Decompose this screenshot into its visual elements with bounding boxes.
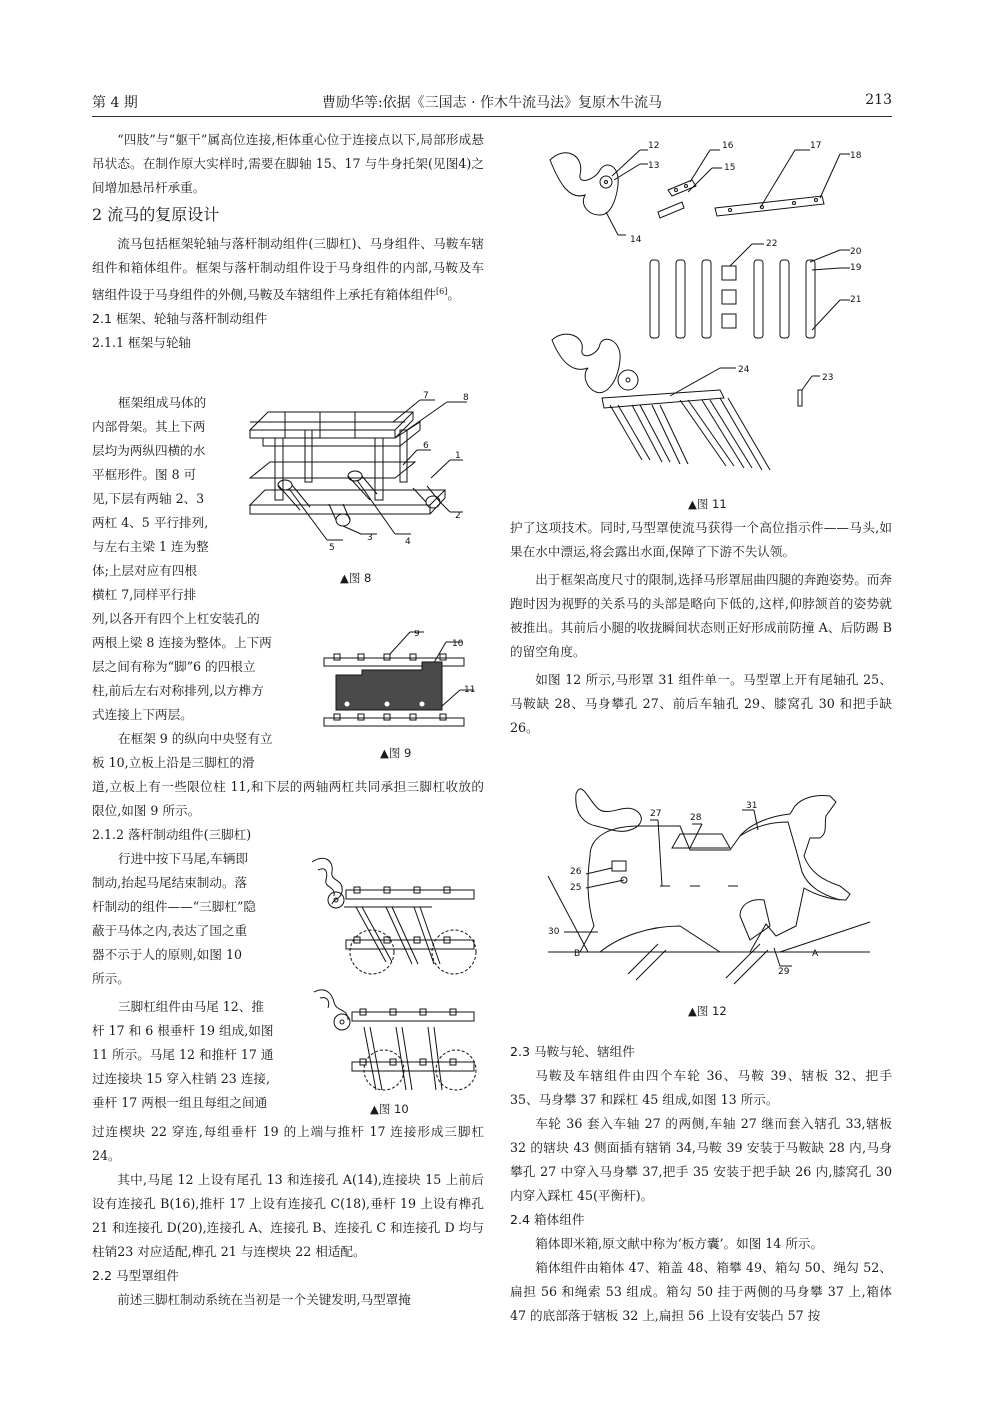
fig11-label: 23 bbox=[822, 373, 834, 383]
text-line: 平框形件。图 8 可 bbox=[92, 467, 197, 482]
fig8-label: 7 bbox=[423, 391, 429, 401]
fig12-label: 26 bbox=[570, 867, 582, 877]
subsubsection-heading-2-1-1: 2.1.1 框架与轮轴 bbox=[92, 335, 192, 351]
header-rule bbox=[92, 116, 892, 117]
fig12-label: 25 bbox=[570, 883, 582, 893]
right-column-top bbox=[510, 516, 892, 740]
subsection-heading-2-2: 2.2 马型罩组件 bbox=[92, 1268, 180, 1283]
subsubsection-heading-2-1-2: 2.1.2 落杆制动组件(三脚杠) bbox=[92, 827, 252, 842]
text-line: 杆制动的组件——“三脚杠”隐 bbox=[92, 899, 257, 914]
fig9-label: 9 bbox=[414, 630, 420, 639]
text-line: 11 所示。马尾 12 和推杆 17 通 bbox=[92, 1047, 274, 1062]
text-line: 过连接块 15 穿入柱销 23 连接, bbox=[92, 1071, 271, 1086]
fig11-label: 12 bbox=[648, 141, 660, 151]
subsection-heading-2-1: 2.1 框架、轮轴与落杆制动组件 bbox=[92, 311, 268, 327]
text-line: 行进中按下马尾,车辆即 bbox=[118, 851, 248, 866]
fig8-label: 1 bbox=[455, 451, 461, 461]
text-line: 器不示于人的原则,如图 10 bbox=[92, 947, 242, 962]
subsection-heading-2-3: 2.3 马鞍与轮、辖组件 bbox=[510, 1044, 635, 1059]
fig12-label: 31 bbox=[746, 801, 758, 811]
text-line: 两杠 4、5 平行排列, bbox=[92, 515, 209, 530]
fig8-label: 5 bbox=[329, 543, 335, 553]
text-line: 制动,抬起马尾结束制动。落 bbox=[92, 875, 248, 890]
text-line: 横杠 7,同样平行排 bbox=[92, 587, 197, 602]
issue-number: 第 4 期 bbox=[92, 95, 138, 111]
text-line: 列,以各开有四个上杠安装孔的 bbox=[92, 611, 260, 626]
left-column-bottom bbox=[92, 1120, 484, 1312]
fig12-label: 30 bbox=[548, 927, 560, 937]
fig11-label: 18 bbox=[850, 151, 862, 161]
text-line: 柱,前后左右对称排列,以方榫方 bbox=[92, 683, 264, 698]
paragraph-text: 流马包括框架轮轴与落杆制动组件(三脚杠)、马身组件、马鞍车辖组件和箱体组件。框架与落杆制动组件设于马身组件的内部,马鞍及车辖组件设于马身组件的外侧,马鞍及车辖组件上承托有箱体组件 bbox=[92, 236, 484, 303]
paragraph: “四肢”与“躯干”属高位连接,柜体重心位于连接点以下,局部形成悬吊状态。在制作原大实样时,需要在脚轴 15、17 与牛身托架(见图4)之间增加悬吊杆承重。 bbox=[92, 132, 484, 195]
text-line: 式连接上下两层。 bbox=[92, 707, 193, 722]
figure-12-caption: ▲图 12 bbox=[688, 1004, 727, 1018]
wrap-text-fig10 bbox=[92, 847, 304, 1115]
section-heading-2: 2 流马的复原设计 bbox=[92, 205, 220, 224]
fig8-label: 8 bbox=[463, 393, 469, 403]
paragraph: 箱体组件由箱体 47、箱盖 48、箱攀 49、箱勾 50、绳勾 52、扁担 56 和绳索 53 组成。箱勾 50 挂于两侧的马身攀 37 上,箱体 47 的底部落于辖板 32 上,扁担 56 上设有安装凸 57 按 bbox=[510, 1260, 892, 1323]
figure-9-center-plate-diagram bbox=[322, 630, 488, 735]
page-number: 213 bbox=[865, 92, 892, 108]
fig11-label: 16 bbox=[722, 141, 734, 151]
fig11-label: 15 bbox=[724, 163, 736, 173]
citation-ref: [6] bbox=[436, 287, 448, 296]
figure-10-caption: ▲图 10 bbox=[370, 1102, 409, 1116]
fig9-label: 10 bbox=[452, 639, 464, 649]
text-line: 垂杆 17 两根一组且每组之间通 bbox=[92, 1095, 268, 1110]
fig12-label: 28 bbox=[690, 813, 702, 823]
text-line: 内部骨架。其上下两 bbox=[92, 419, 206, 434]
paragraph: 箱体即米箱,原文献中称为‘板方囊’。如图 14 所示。 bbox=[535, 1236, 824, 1251]
figure-10-brake-diagram bbox=[304, 852, 488, 1097]
text-line: 见,下层有两轴 2、3 bbox=[92, 491, 205, 506]
left-column-mid bbox=[92, 775, 484, 847]
fig11-label: 22 bbox=[766, 239, 778, 249]
paragraph bbox=[92, 232, 484, 307]
fig12-label: 29 bbox=[778, 967, 790, 977]
paragraph: 如图 12 所示,马形罩 31 组件单一。马型罩上开有尾轴孔 25、马鞍缺 28、马身攀孔 27、前后车轴孔 29、膝窝孔 30 和把手缺 26。 bbox=[510, 672, 892, 735]
figure-12-horse-cover-diagram bbox=[540, 776, 880, 991]
text-line: 与左右主梁 1 连为整 bbox=[92, 539, 209, 554]
text-line: 杆 17 和 6 根垂杆 19 组成,如图 bbox=[92, 1023, 274, 1038]
text-line: 层均为两纵四横的水 bbox=[92, 443, 206, 458]
fig11-label: 24 bbox=[738, 365, 750, 375]
text-line: 所示。 bbox=[92, 971, 130, 986]
figure-11-brake-assembly-diagram bbox=[540, 130, 880, 490]
running-header bbox=[92, 92, 892, 116]
paragraph: 过连楔块 22 穿连,每组垂杆 19 的上端与推杆 17 连接形成三脚杠 24。 bbox=[92, 1124, 484, 1163]
text-line: 层之间有称为“脚”6 的四根立 bbox=[92, 659, 256, 674]
paragraph: 其中,马尾 12 上设有尾孔 13 和连接孔 A(14),连接块 15 上前后设有连接孔 B(16),推杆 17 上设有连接孔 C(18),垂杆 19 上设有榫孔 21 和连接孔 D(20),连接孔 A、连接孔 B、连接孔 C 和连接孔 D 均与柱销23 对应适配,榫孔 21 与连楔块 22 相适配。 bbox=[92, 1172, 484, 1259]
fig9-label: 11 bbox=[464, 685, 476, 695]
paragraph: 马鞍及车辖组件由四个车轮 36、马鞍 39、辖板 32、把手 35、马身攀 37 和踩杠 45 组成,如图 13 所示。 bbox=[510, 1068, 892, 1107]
text-line: 框架组成马体的 bbox=[118, 395, 207, 410]
paragraph-end: 。 bbox=[447, 287, 460, 303]
text-line: 蔽于马体之内,表达了国之重 bbox=[92, 923, 248, 938]
fig8-label: 3 bbox=[367, 533, 373, 543]
running-title: 曹励华等:依据《三国志 · 作木牛流马法》复原木牛流马 bbox=[321, 95, 663, 111]
fig8-label: 6 bbox=[423, 441, 429, 451]
fig8-label: 4 bbox=[405, 537, 411, 547]
wrap-text-fig8 bbox=[92, 391, 242, 607]
paragraph: 道,立板上有一些限位柱 11,和下层的两轴两杠共同承担三脚杠收放的限位,如图 9 所示。 bbox=[92, 779, 484, 818]
paragraph: 护了这项技术。同时,马型罩使流马获得一个高位指示件——马头,如果在水中漂运,将会露出水面,保障了下游不失认领。 bbox=[510, 520, 892, 559]
figure-8-caption: ▲图 8 bbox=[340, 571, 372, 585]
paragraph: 出于框架高度尺寸的限制,选择马形罩屈曲四腿的奔跑姿势。而奔跑时因为视野的关系马的头部是略向下低的,这样,仰脖颔首的姿势就被推出。其前后小腿的收拢瞬间状态则正好形成前防撞 A、后防踢 B 的留空角度。 bbox=[510, 572, 892, 659]
fig11-label: 19 bbox=[850, 263, 862, 273]
fig12-label: A bbox=[812, 949, 819, 959]
fig11-label: 21 bbox=[850, 295, 862, 305]
paragraph: 前述三脚杠制动系统在当初是一个关键发明,马型罩掩 bbox=[117, 1292, 411, 1307]
subsection-heading-2-4: 2.4 箱体组件 bbox=[510, 1212, 585, 1227]
fig12-label: B bbox=[574, 949, 581, 959]
left-column-top bbox=[92, 128, 484, 355]
fig8-label: 2 bbox=[455, 511, 461, 521]
wrap-text-fig9 bbox=[92, 607, 322, 775]
text-line: 在框架 9 的纵向中央竖有立 bbox=[118, 731, 273, 746]
text-line: 两根上梁 8 连接为整体。上下两 bbox=[92, 635, 272, 650]
fig12-label: 27 bbox=[650, 809, 662, 819]
figure-9-caption: ▲图 9 bbox=[380, 746, 412, 760]
right-column-bottom bbox=[510, 1040, 892, 1328]
text-line: 板 10,立板上沿是三脚杠的滑 bbox=[92, 755, 255, 770]
fig11-label: 20 bbox=[850, 247, 862, 257]
fig11-label: 14 bbox=[630, 235, 642, 245]
figure-11-caption: ▲图 11 bbox=[688, 497, 727, 511]
paragraph: 车轮 36 套入车轴 27 的两侧,车轴 27 继而套入辖孔 33,辖板 32 的辖块 43 侧面插有辖销 34,马鞍 39 安装于马鞍缺 28 内,马身攀孔 27 中穿入马身攀 37,把手 35 安装于把手缺 26 内,膝窝孔 30 内穿入踩杠 45(平衡杆)。 bbox=[510, 1116, 892, 1203]
text-line: 三脚杠组件由马尾 12、推 bbox=[118, 999, 264, 1014]
figure-8-frame-diagram bbox=[245, 390, 485, 560]
fig11-label: 13 bbox=[648, 161, 660, 171]
fig11-label: 17 bbox=[810, 141, 822, 151]
text-line: 体;上层对应有四根 bbox=[92, 563, 197, 578]
